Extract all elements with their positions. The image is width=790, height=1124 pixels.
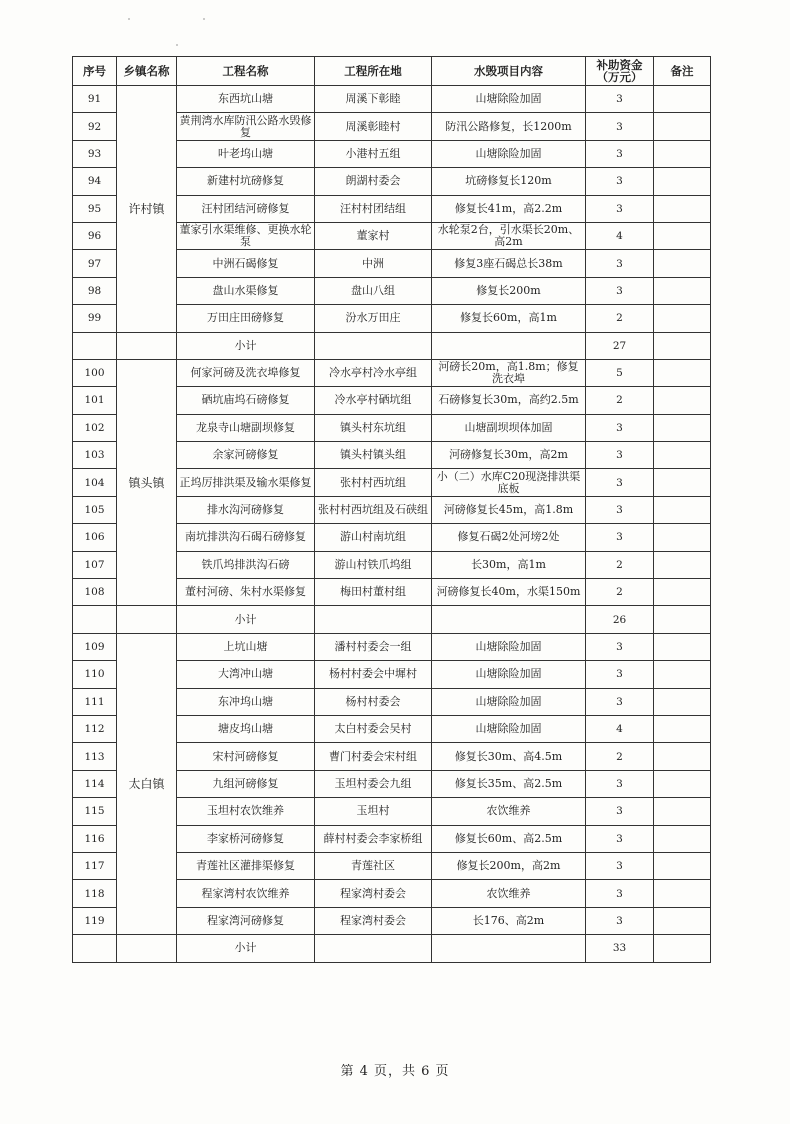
subtotal-remark-empty: [654, 332, 711, 359]
cell-location: 中洲: [315, 250, 432, 277]
cell-content: 修复长35m、高2.5m: [432, 770, 586, 797]
subtotal-label: 小计: [177, 332, 315, 359]
cell-remark: [654, 359, 711, 386]
cell-subsidy: 3: [586, 195, 654, 222]
cell-location: 玉坦村委会九组: [315, 770, 432, 797]
cell-subsidy: 3: [586, 496, 654, 523]
cell-seq: 112: [73, 715, 117, 742]
cell-seq: 110: [73, 661, 117, 688]
cell-subsidy: 3: [586, 140, 654, 167]
subtotal-row: [73, 935, 711, 962]
header-remark: 备注: [654, 57, 711, 86]
cell-location: 薛村村委会李家桥组: [315, 825, 432, 852]
cell-content: 修复长41m，高2.2m: [432, 195, 586, 222]
cell-subsidy: 3: [586, 633, 654, 660]
subtotal-seq-empty: [73, 606, 117, 633]
cell-seq: 93: [73, 140, 117, 167]
cell-project: 东西坑山塘: [177, 86, 315, 113]
cell-subsidy: 3: [586, 442, 654, 469]
cell-subsidy: 3: [586, 880, 654, 907]
cell-remark: [654, 688, 711, 715]
cell-remark: [654, 469, 711, 496]
cell-seq: 94: [73, 168, 117, 195]
cell-subsidy: 3: [586, 250, 654, 277]
subtotal-value: 26: [586, 606, 654, 633]
cell-seq: 115: [73, 798, 117, 825]
cell-project: 董村河磅、朱村水渠修复: [177, 579, 315, 606]
cell-content: 修复3座石碣总长38m: [432, 250, 586, 277]
cell-remark: [654, 195, 711, 222]
subtotal-town-empty: [117, 332, 177, 359]
cell-remark: [654, 743, 711, 770]
header-town: 乡镇名称: [117, 57, 177, 86]
cell-subsidy: 3: [586, 113, 654, 140]
cell-location: 小港村五组: [315, 140, 432, 167]
cell-seq: 91: [73, 86, 117, 113]
cell-seq: 100: [73, 359, 117, 386]
header-seq: 序号: [73, 57, 117, 86]
cell-location: 镇头村镇头组: [315, 442, 432, 469]
header-location: 工程所在地: [315, 57, 432, 86]
cell-location: 盘山八组: [315, 277, 432, 304]
cell-subsidy: 2: [586, 743, 654, 770]
cell-subsidy: 3: [586, 688, 654, 715]
cell-location: 杨村村委会: [315, 688, 432, 715]
subtotal-location-empty: [315, 606, 432, 633]
subtotal-location-empty: [315, 332, 432, 359]
cell-seq: 104: [73, 469, 117, 496]
subtotal-label: 小计: [177, 606, 315, 633]
cell-seq: 108: [73, 579, 117, 606]
cell-location: 太白村委会吴村: [315, 715, 432, 742]
cell-content: 防汛公路修复，长1200m: [432, 113, 586, 140]
cell-location: 程家湾村委会: [315, 880, 432, 907]
cell-project: 何家河磅及洗衣埠修复: [177, 359, 315, 386]
cell-location: 汾水万田庄: [315, 305, 432, 332]
cell-subsidy: 4: [586, 222, 654, 249]
table-row: [73, 86, 711, 113]
cell-remark: [654, 633, 711, 660]
cell-remark: [654, 551, 711, 578]
cell-seq: 116: [73, 825, 117, 852]
cell-subsidy: 2: [586, 579, 654, 606]
cell-subsidy: 2: [586, 387, 654, 414]
cell-content: 修复长200m，高2m: [432, 852, 586, 879]
cell-project: 汪村团结河磅修复: [177, 195, 315, 222]
cell-project: 李家桥河磅修复: [177, 825, 315, 852]
cell-content: 河磅长20m，高1.8m；修复洗衣埠: [432, 359, 586, 386]
cell-seq: 109: [73, 633, 117, 660]
cell-remark: [654, 579, 711, 606]
cell-seq: 111: [73, 688, 117, 715]
cell-seq: 119: [73, 907, 117, 934]
cell-content: 长176、高2m: [432, 907, 586, 934]
cell-seq: 99: [73, 305, 117, 332]
cell-project: 程家湾村农饮维养: [177, 880, 315, 907]
cell-seq: 113: [73, 743, 117, 770]
cell-location: 周溪下彰睦: [315, 86, 432, 113]
cell-location: 游山村铁爪坞组: [315, 551, 432, 578]
cell-seq: 98: [73, 277, 117, 304]
cell-subsidy: 2: [586, 551, 654, 578]
cell-location: 玉坦村: [315, 798, 432, 825]
subtotal-seq-empty: [73, 935, 117, 962]
cell-location: 张村村西坑组及石硖组: [315, 496, 432, 523]
subtotal-seq-empty: [73, 332, 117, 359]
cell-seq: 103: [73, 442, 117, 469]
cell-location: 张村村西坑组: [315, 469, 432, 496]
cell-remark: [654, 250, 711, 277]
cell-subsidy: 3: [586, 168, 654, 195]
cell-seq: 101: [73, 387, 117, 414]
cell-content: 农饮维养: [432, 798, 586, 825]
cell-remark: [654, 798, 711, 825]
cell-project: 盘山水渠修复: [177, 277, 315, 304]
cell-subsidy: 2: [586, 305, 654, 332]
cell-location: 朗湖村委会: [315, 168, 432, 195]
cell-town: 镇头镇: [117, 359, 177, 606]
cell-location: 周溪彰睦村: [315, 113, 432, 140]
cell-seq: 118: [73, 880, 117, 907]
cell-town: 太白镇: [117, 633, 177, 934]
cell-project: 九组河磅修复: [177, 770, 315, 797]
header-subsidy: 补助资金（万元）: [586, 57, 654, 86]
cell-content: 长30m，高1m: [432, 551, 586, 578]
cell-seq: 105: [73, 496, 117, 523]
cell-location: 董家村: [315, 222, 432, 249]
cell-remark: [654, 86, 711, 113]
subtotal-row: [73, 606, 711, 633]
cell-subsidy: 3: [586, 414, 654, 441]
cell-remark: [654, 852, 711, 879]
cell-subsidy: 3: [586, 770, 654, 797]
subsidy-table: [72, 56, 711, 963]
cell-seq: 92: [73, 113, 117, 140]
cell-subsidy: 4: [586, 715, 654, 742]
cell-project: 程家湾河磅修复: [177, 907, 315, 934]
subtotal-remark-empty: [654, 935, 711, 962]
cell-project: 硒坑庙坞石磅修复: [177, 387, 315, 414]
cell-project: 排水沟河磅修复: [177, 496, 315, 523]
cell-content: 修复长200m: [432, 277, 586, 304]
cell-remark: [654, 140, 711, 167]
cell-content: 修复长30m、高4.5m: [432, 743, 586, 770]
cell-location: 潘村村委会一组: [315, 633, 432, 660]
subtotal-content-empty: [432, 935, 586, 962]
cell-project: 新建村坑磅修复: [177, 168, 315, 195]
cell-subsidy: 5: [586, 359, 654, 386]
cell-project: 董家引水渠维修、更换水轮泵: [177, 222, 315, 249]
cell-remark: [654, 442, 711, 469]
header-project: 工程名称: [177, 57, 315, 86]
header-content: 水毁项目内容: [432, 57, 586, 86]
scan-speck: [203, 18, 205, 20]
cell-remark: [654, 222, 711, 249]
header-row: [73, 57, 711, 86]
cell-location: 梅田村董村组: [315, 579, 432, 606]
cell-subsidy: 3: [586, 852, 654, 879]
cell-project: 中洲石碣修复: [177, 250, 315, 277]
cell-subsidy: 3: [586, 277, 654, 304]
cell-content: 修复长60m，高1m: [432, 305, 586, 332]
cell-content: 山塘除险加固: [432, 661, 586, 688]
cell-content: 修复长60m、高2.5m: [432, 825, 586, 852]
cell-location: 镇头村东坑组: [315, 414, 432, 441]
cell-remark: [654, 825, 711, 852]
cell-content: 山塘除险加固: [432, 715, 586, 742]
cell-content: 农饮维养: [432, 880, 586, 907]
cell-content: 河磅修复长40m，水渠150m: [432, 579, 586, 606]
cell-project: 龙泉寺山塘副坝修复: [177, 414, 315, 441]
cell-location: 冷水亭村硒坑组: [315, 387, 432, 414]
cell-location: 汪村村团结组: [315, 195, 432, 222]
cell-seq: 96: [73, 222, 117, 249]
scan-speck: [176, 44, 178, 46]
cell-project: 黄荆湾水库防汛公路水毁修复: [177, 113, 315, 140]
cell-remark: [654, 277, 711, 304]
cell-subsidy: 3: [586, 661, 654, 688]
subtotal-content-empty: [432, 606, 586, 633]
cell-project: 余家河磅修复: [177, 442, 315, 469]
cell-content: 山塘除险加固: [432, 86, 586, 113]
cell-content: 水轮泵2台，引水渠长20m、高2m: [432, 222, 586, 249]
cell-subsidy: 3: [586, 907, 654, 934]
cell-project: 宋村河磅修复: [177, 743, 315, 770]
subtotal-value: 27: [586, 332, 654, 359]
cell-subsidy: 3: [586, 469, 654, 496]
cell-project: 东冲坞山塘: [177, 688, 315, 715]
cell-project: 大湾冲山塘: [177, 661, 315, 688]
cell-location: 曹门村委会宋村组: [315, 743, 432, 770]
cell-remark: [654, 524, 711, 551]
cell-seq: 95: [73, 195, 117, 222]
cell-content: 河磅修复长30m，高2m: [432, 442, 586, 469]
cell-remark: [654, 113, 711, 140]
cell-seq: 102: [73, 414, 117, 441]
cell-location: 程家湾村委会: [315, 907, 432, 934]
cell-location: 杨村村委会中墀村: [315, 661, 432, 688]
cell-content: 山塘副坝坝体加固: [432, 414, 586, 441]
cell-location: 游山村南坑组: [315, 524, 432, 551]
cell-seq: 107: [73, 551, 117, 578]
cell-project: 玉坦村农饮维养: [177, 798, 315, 825]
cell-content: 山塘除险加固: [432, 688, 586, 715]
cell-remark: [654, 880, 711, 907]
cell-subsidy: 3: [586, 798, 654, 825]
subtotal-town-empty: [117, 935, 177, 962]
subtotal-row: [73, 332, 711, 359]
cell-subsidy: 3: [586, 86, 654, 113]
cell-seq: 114: [73, 770, 117, 797]
cell-project: 叶老坞山塘: [177, 140, 315, 167]
subtotal-town-empty: [117, 606, 177, 633]
cell-project: 南坑排洪沟石碣石磅修复: [177, 524, 315, 551]
table-row: [73, 633, 711, 660]
cell-content: 河磅修复长45m，高1.8m: [432, 496, 586, 523]
cell-remark: [654, 715, 711, 742]
cell-subsidy: 3: [586, 524, 654, 551]
cell-seq: 106: [73, 524, 117, 551]
cell-subsidy: 3: [586, 825, 654, 852]
subtotal-content-empty: [432, 332, 586, 359]
page-footer: 第 4 页，共 6 页: [340, 1064, 450, 1079]
cell-location: 冷水亭村冷水亭组: [315, 359, 432, 386]
subtotal-value: 33: [586, 935, 654, 962]
cell-remark: [654, 305, 711, 332]
subtotal-label: 小计: [177, 935, 315, 962]
cell-seq: 97: [73, 250, 117, 277]
cell-remark: [654, 907, 711, 934]
cell-project: 铁爪坞排洪沟石磅: [177, 551, 315, 578]
table-row: [73, 359, 711, 386]
cell-project: 塘皮坞山塘: [177, 715, 315, 742]
cell-project: 正坞厉排洪渠及输水渠修复: [177, 469, 315, 496]
cell-remark: [654, 770, 711, 797]
subtotal-location-empty: [315, 935, 432, 962]
cell-content: 山塘除险加固: [432, 140, 586, 167]
cell-town: 许村镇: [117, 86, 177, 333]
cell-project: 万田庄田磅修复: [177, 305, 315, 332]
cell-content: 修复石碣2处河塝2处: [432, 524, 586, 551]
cell-content: 山塘除险加固: [432, 633, 586, 660]
cell-content: 坑磅修复长120m: [432, 168, 586, 195]
cell-remark: [654, 168, 711, 195]
cell-content: 小（二）水库C20现浇排洪渠底板: [432, 469, 586, 496]
cell-seq: 117: [73, 852, 117, 879]
scan-speck: [128, 18, 130, 20]
cell-location: 青莲社区: [315, 852, 432, 879]
cell-project: 上坑山塘: [177, 633, 315, 660]
subtotal-remark-empty: [654, 606, 711, 633]
cell-remark: [654, 414, 711, 441]
cell-remark: [654, 387, 711, 414]
cell-content: 石磅修复长30m，高约2.5m: [432, 387, 586, 414]
cell-remark: [654, 496, 711, 523]
table-body: [73, 86, 711, 963]
cell-project: 青莲社区灌排渠修复: [177, 852, 315, 879]
cell-remark: [654, 661, 711, 688]
